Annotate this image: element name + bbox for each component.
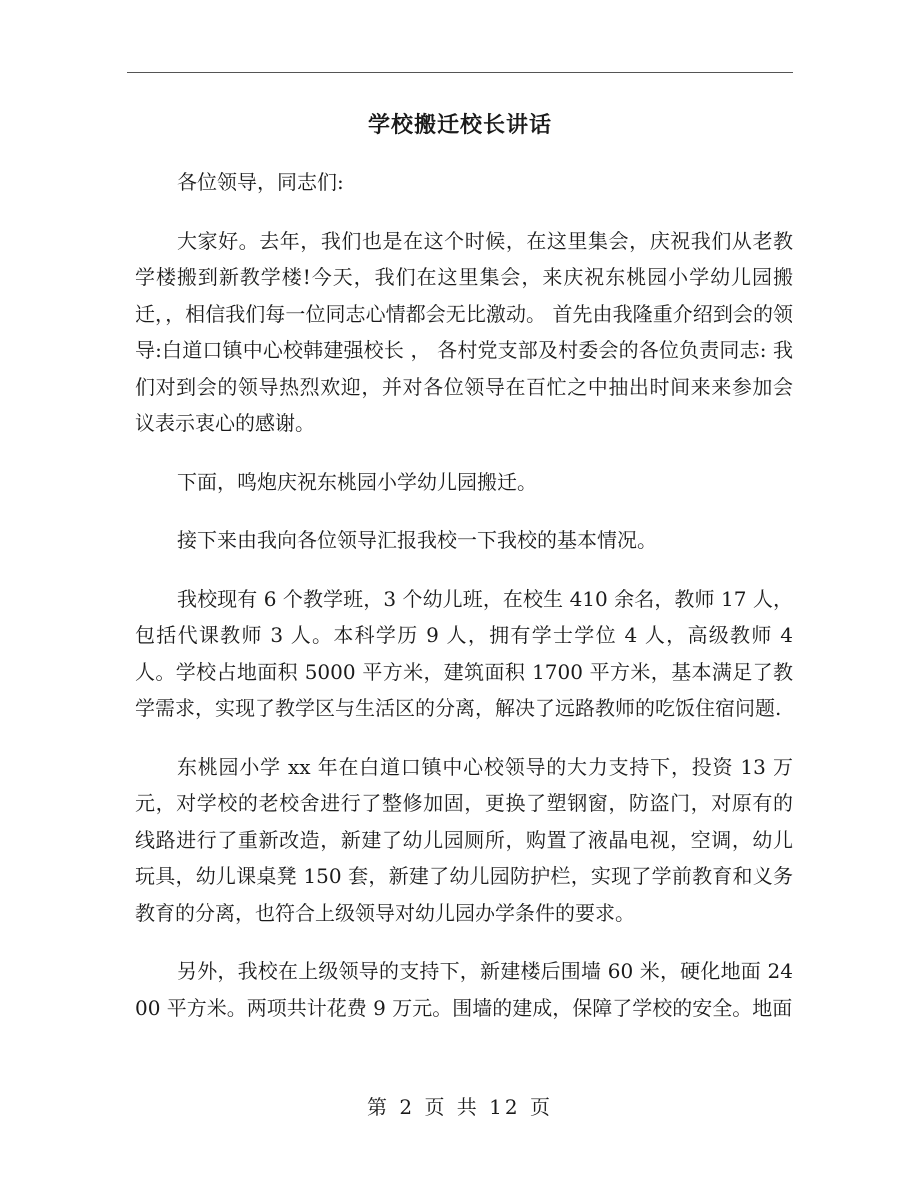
paragraph-celebration: 下面，鸣炮庆祝东桃园小学幼儿园搬迁。 <box>177 469 537 494</box>
paragraph-report-intro: 接下来由我向各位领导汇报我校一下我校的基本情况。 <box>177 528 657 552</box>
paragraph-renovation: 东桃园小学 xx 年在白道口镇中心校领导的大力支持下，投资 13 万元，对学校的老校舍进行了整修加固，更换了塑钢窗，防盗门，对原有的线路进行了重新改造，新建了幼儿园厕所，购置了液晶电视，空调，幼儿玩具，幼儿课桌凳 150 套，新建了幼儿园防护栏，实现了学前教育和义务教育的分离，也符合上级领导对幼儿园办学条件的要求。 <box>135 754 793 925</box>
paragraph-school-stats: 我校现有 6 个教学班，3 个幼儿班，在校生 410 余名，教师 17 人，包括代课教师 3 人。本科学历 9 人，拥有学士学位 4 人，高级教师 4 人。学校占地面积 5000 平方米，建筑面积 1700 平方米，基本满足了教学需求，实现了教学区与生活区的分离，解决了远路教师的吃饭住宿问题. <box>135 586 793 720</box>
paragraph-greeting: 各位领导，同志们: <box>177 170 344 194</box>
document-title: 学校搬迁校长讲话 <box>367 112 552 138</box>
paragraph-wall-ground: 另外，我校在上级领导的支持下，新建楼后围墙 60 米，硬化地面 2400 平方米。两项共计花费 9 万元。围墙的建成，保障了学校的安全。地面 <box>135 959 793 1020</box>
header-rule <box>127 72 793 73</box>
page-number: 第 2 页 共 12 页 <box>367 1095 553 1119</box>
document-body <box>135 164 793 1048</box>
paragraph-opening: 大家好。去年，我们也是在这个时候，在这里集会，庆祝我们从老教学楼搬到新教学楼!今天，我们在这里集会，来庆祝东桃园小学幼儿园搬迁，，相信我们每一位同志心情都会无比激动。 首先由我隆重介绍到会的领导:白道口镇中心校韩建强校长 ， 各村党支部及村委会的各位负责同志: 我们对到会的领导热烈欢迎，并对各位领导在百忙之中抽出时间来来参加会议表示衷心的感谢。 <box>135 228 793 435</box>
